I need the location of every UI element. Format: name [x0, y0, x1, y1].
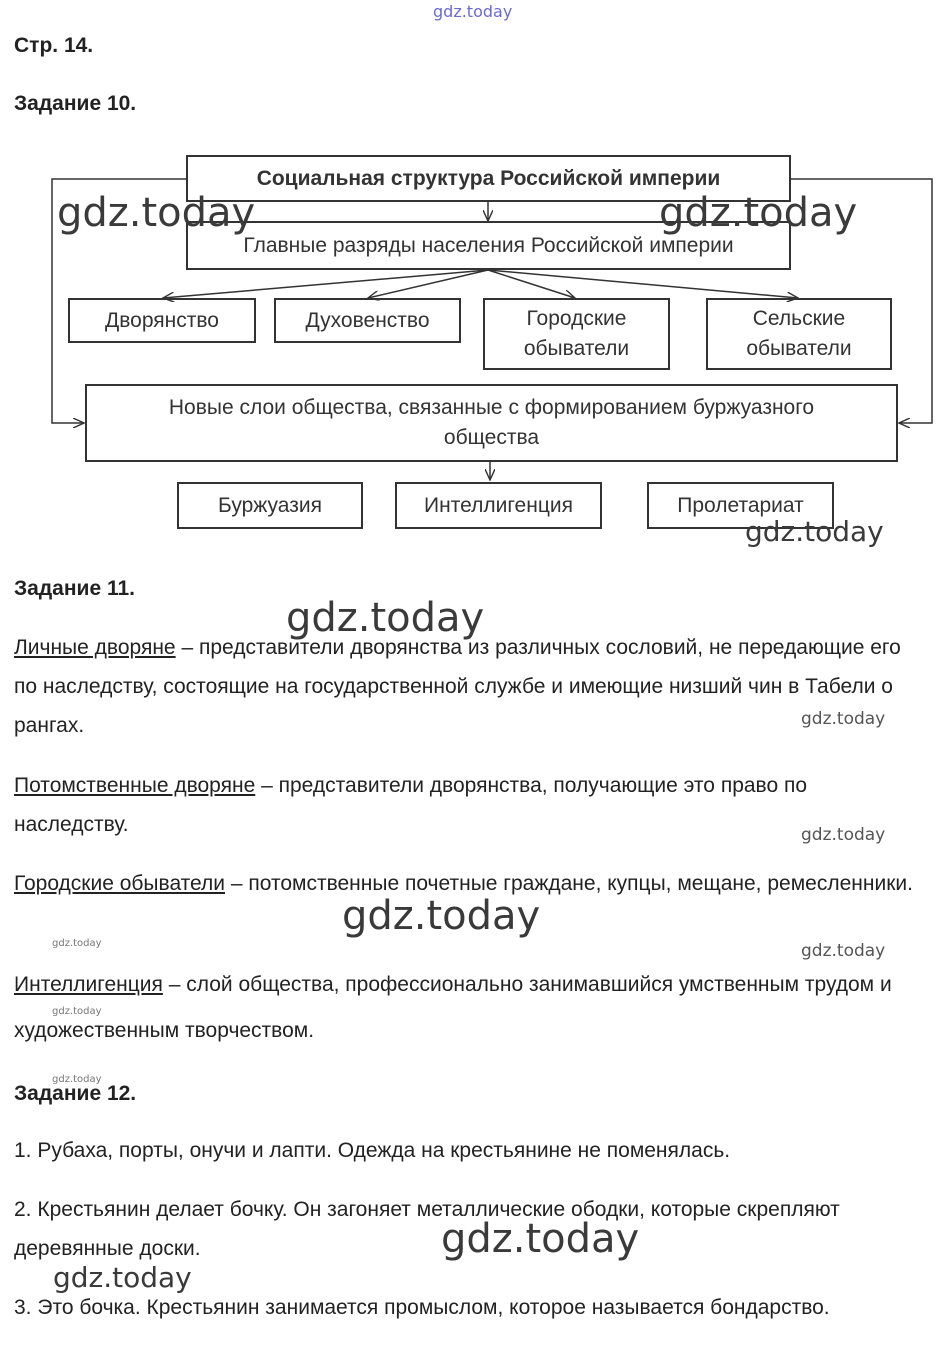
page-label: Стр. 14.: [14, 34, 94, 57]
answer-item: 1. Рубаха, порты, онучи и лапти. Одежда на крестьянине не поменялась.: [14, 1139, 731, 1162]
definition-term: Городские обыватели: [14, 872, 226, 895]
estate-label: Сельские обыватели: [746, 307, 852, 360]
watermark: gdz.today: [441, 1216, 640, 1262]
estate-box-nobility: [68, 298, 256, 343]
group-box-intelligentsia: [395, 482, 602, 529]
watermark: gdz.today: [286, 595, 485, 641]
definition-item: [14, 766, 914, 844]
answer-item: 2. Крестьянин делает бочку. Он загоняет металлические ободки, которые скрепляют деревянные доски.: [14, 1198, 840, 1260]
task-10-title: Задание 10.: [14, 92, 137, 115]
task-11-title: Задание 11.: [14, 577, 135, 600]
estate-label: Дворянство: [105, 308, 219, 332]
answer-item: 3. Это бочка. Крестьянин занимается промыслом, которое называется бондарство.: [14, 1296, 830, 1319]
definition-term: Интеллигенция: [14, 973, 163, 996]
watermark: gdz.today: [659, 190, 858, 236]
group-label: Интеллигенция: [424, 493, 573, 517]
watermark: gdz.today: [52, 1006, 102, 1017]
watermark: gdz.today: [53, 1261, 192, 1294]
diagram-title: Социальная структура Российской империи: [256, 166, 721, 190]
watermark: gdz.today: [801, 941, 886, 961]
group-label: Буржуазия: [218, 493, 322, 517]
estate-label: Городские обыватели: [523, 307, 630, 360]
watermark: gdz.today: [801, 709, 886, 729]
definition-term: Потомственные дворяне: [14, 774, 256, 797]
definition-text: – потомственные почетные граждане, купцы, мещане, ремесленники.: [225, 872, 913, 895]
estate-box-clergy: [274, 298, 461, 343]
definition-text: – представители дворянства, получающие это право по наследству.: [14, 774, 808, 836]
estate-label: Духовенство: [305, 308, 430, 332]
task-12-title: Задание 12.: [14, 1082, 137, 1105]
definition-text: – слой общества, профессионально занимавшийся умственным трудом и художественным творчеством.: [14, 973, 892, 1042]
main-ranks-label: Главные разряды населения Российской империи: [243, 233, 734, 257]
definition-text: – представители дворянства из различных сословий, не передающие его по наследству, состоящие на государственной службе и имеющие низший чин в Табели о рангах.: [14, 636, 901, 737]
new-layers-label: Новые слои общества, связанные с формированием буржуазного общества: [168, 396, 815, 449]
watermark: gdz.today: [801, 825, 886, 845]
watermark: gdz.today: [52, 938, 102, 949]
group-box-bourgeoisie: [177, 482, 363, 529]
definition-term: Личные дворяне: [14, 636, 176, 659]
watermark: gdz.today: [57, 190, 256, 236]
estate-box-rural: [706, 298, 892, 370]
group-label: Пролетариат: [677, 493, 804, 517]
diagram-connectors: [0, 0, 949, 560]
watermark: gdz.today: [52, 1074, 102, 1085]
watermark: gdz.today: [342, 893, 541, 939]
new-layers-box: [85, 384, 898, 462]
estate-box-townspeople: [483, 298, 670, 370]
watermark: gdz.today: [745, 515, 884, 548]
watermark-top: gdz.today: [433, 2, 513, 21]
definition-item: [14, 962, 914, 1054]
definition-item: [14, 628, 914, 745]
